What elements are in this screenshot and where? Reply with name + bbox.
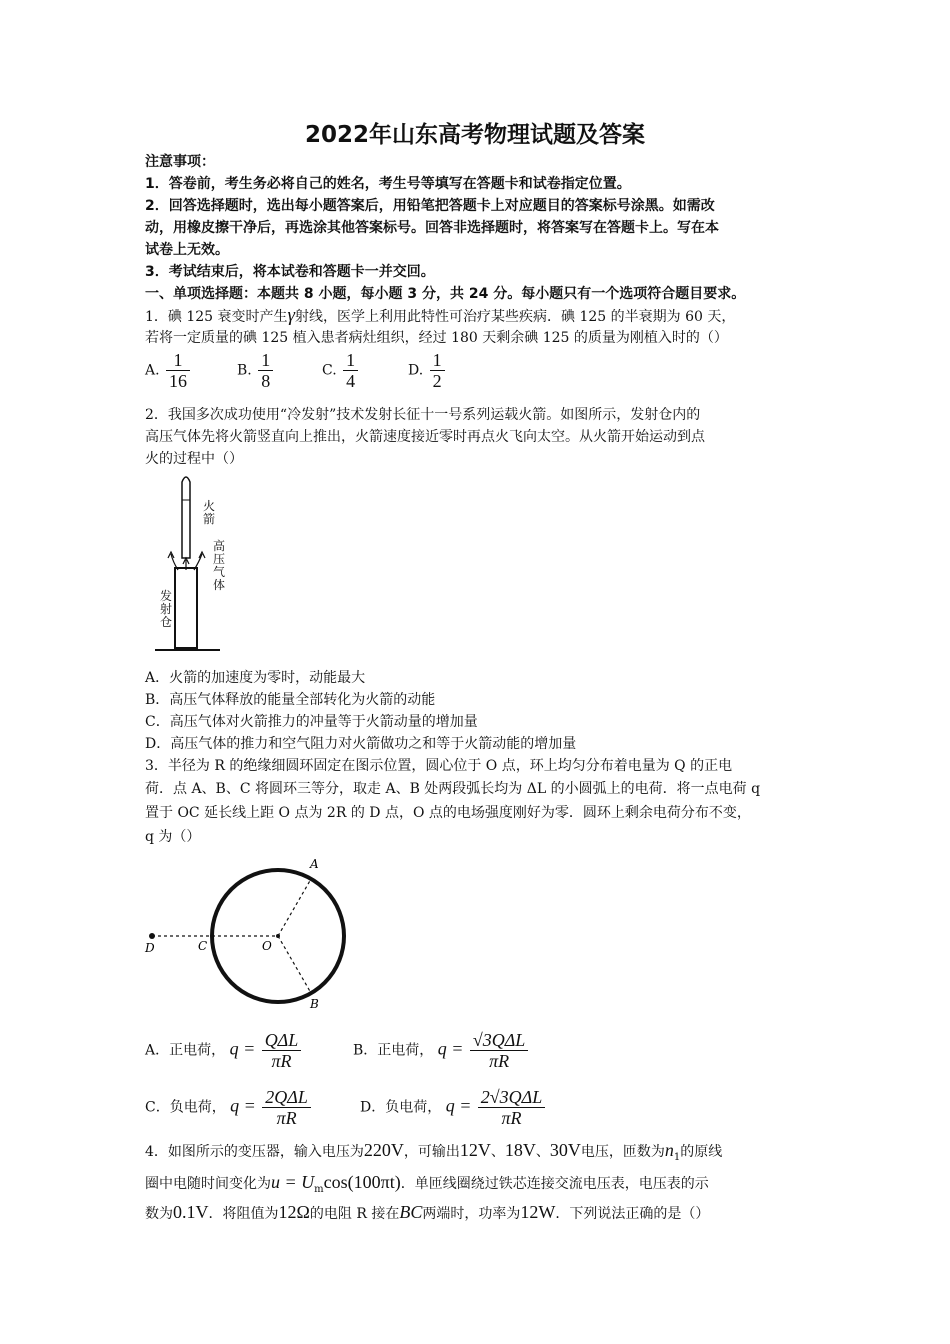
section-heading: 一、单项选择题：本题共 8 小题，每小题 3 分，共 24 分。每小题只有一个选项符合题目要求。 <box>145 286 746 302</box>
q1-line-2: 若将一定质量的碘 125 植入患者病灶组织，经过 180 天剩余碘 125 的质量为刚植入时的（） <box>145 330 728 346</box>
label-rocket: 火箭 <box>203 499 216 526</box>
q2-line-1: 2．我国多次成功使用“冷发射”技术发射长征十一号系列运载火箭。如图所示，发射仓内的 <box>145 407 701 423</box>
gamma-symbol: γ <box>287 305 296 326</box>
page-title: 2022年山东高考物理试题及答案 <box>304 122 645 148</box>
fraction: $\frac{\text{√3QΔL}}{\pi R}$ <box>470 1030 528 1071</box>
q4-line-1: 4．如图所示的变压器，输入电压为220V，可输出12V、18V、30V电压，匝数为$n_1$的原线 <box>145 1140 723 1163</box>
fraction: $\frac{\text{QΔL}}{\pi R}$ <box>262 1030 302 1071</box>
rocket-icon <box>182 477 190 558</box>
q3-line-1: 3．半径为 R 的绝缘细圆环固定在图示位置，圆心位于 O 点，环上均匀分布着电量为 Q 的正电 <box>145 758 733 774</box>
q4-line-2: 圈中电随时间变化为$u = U_m\cos(100\pi t)$．单匝线圈绕过铁芯连接交流电压表，电压表的示 <box>145 1172 709 1195</box>
q2-option-b: B．高压气体释放的能量全部转化为火箭的动能 <box>145 692 436 708</box>
label-a: A <box>310 857 319 871</box>
silo-icon <box>175 568 197 648</box>
q2-option-a: A．火箭的加速度为零时，动能最大 <box>145 670 366 686</box>
point-d <box>149 933 155 939</box>
q2-option-c: C．高压气体对火箭推力的冲量等于火箭动量的增加量 <box>145 714 478 730</box>
q3-line-3: 置于 OC 延长线上距 O 点为 2R 的 D 点，O 点的电场强度刚好为零．圆环上剩余电荷分布不变， <box>145 805 751 821</box>
radius-oa <box>278 879 311 936</box>
q1-option-b: B. $\frac{1}{8}$ <box>237 350 275 391</box>
fraction: $\frac{\text{2QΔL}}{\pi R}$ <box>262 1087 311 1128</box>
fraction: $\frac{1}{4}$ <box>343 350 358 391</box>
fraction: $\frac{\text{2√3QΔL}}{\pi R}$ <box>478 1087 545 1128</box>
label-o: O <box>262 939 272 953</box>
label-b: B <box>310 997 319 1011</box>
label-gas: 高压气体 <box>213 539 226 592</box>
note-2-line-1: 2．回答选择题时，选出每小题答案后，用铅笔把答题卡上对应题目的答案标号涂黑。如需改 <box>145 198 715 214</box>
label-d: D <box>145 941 155 955</box>
q3-option-a: A．正电荷， q = $\frac{\text{QΔL}}{\pi R}$ <box>145 1030 303 1071</box>
notes-heading: 注意事项： <box>145 154 215 170</box>
q3-line-2: 荷．点 A、B、C 将圆环三等分，取走 A、B 处两段弧长均为 ΔL 的小圆弧上的电荷．将一点电荷 q <box>145 781 761 797</box>
fraction: $\frac{1}{2}$ <box>430 350 445 391</box>
q1-option-a: A. $\frac{1}{16}$ <box>145 350 192 391</box>
q3-option-d: D．负电荷， q = $\frac{\text{2√3QΔL}}{\pi R}$ <box>360 1087 547 1128</box>
fraction: $\frac{1}{16}$ <box>166 350 190 391</box>
q3-option-b: B．正电荷， q = $\frac{\text{√3QΔL}}{\pi R}$ <box>353 1030 530 1071</box>
q2-line-2: 高压气体先将火箭竖直向上推出，火箭速度接近零时再点火飞向太空。从火箭开始运动到点 <box>145 429 705 445</box>
note-2-line-3: 试卷上无效。 <box>145 242 229 258</box>
q3-option-c: C．负电荷， q = $\frac{\text{2QΔL}}{\pi R}$ <box>145 1087 313 1128</box>
note-1: 1．答卷前，考生务必将自己的姓名，考生号等填写在答题卡和试卷指定位置。 <box>145 176 631 192</box>
q1-option-c: C. $\frac{1}{4}$ <box>322 350 360 391</box>
note-2-line-2: 动，用橡皮擦干净后，再选涂其他答案标号。回答非选择题时，将答案写在答题卡上。写在本 <box>145 220 719 236</box>
q1-option-d: D. $\frac{1}{2}$ <box>408 350 447 391</box>
fraction: $\frac{1}{8}$ <box>258 350 273 391</box>
q2-option-d: D．高压气体的推力和空气阻力对火箭做功之和等于火箭动能的增加量 <box>145 736 577 752</box>
label-silo: 发射仓 <box>160 589 173 629</box>
q4-line-3: 数为0.1V．将阻值为12Ω的电阻 R 接在BC两端时，功率为12W．下列说法正确的是（） <box>145 1202 710 1222</box>
point-o <box>276 934 280 938</box>
ring-figure <box>140 848 360 1014</box>
q3-line-4: q 为（） <box>145 829 201 845</box>
q1-line-1: 1．碘 125 衰变时产生γ射线，医学上利用此特性可治疗某些疾病．碘 125 的半衰期为 60 天， <box>145 305 736 326</box>
note-3: 3．考试结束后，将本试卷和答题卡一并交回。 <box>145 264 435 280</box>
label-c: C <box>198 939 208 953</box>
radius-ob <box>278 936 311 993</box>
q2-line-3: 火的过程中（） <box>145 451 243 467</box>
